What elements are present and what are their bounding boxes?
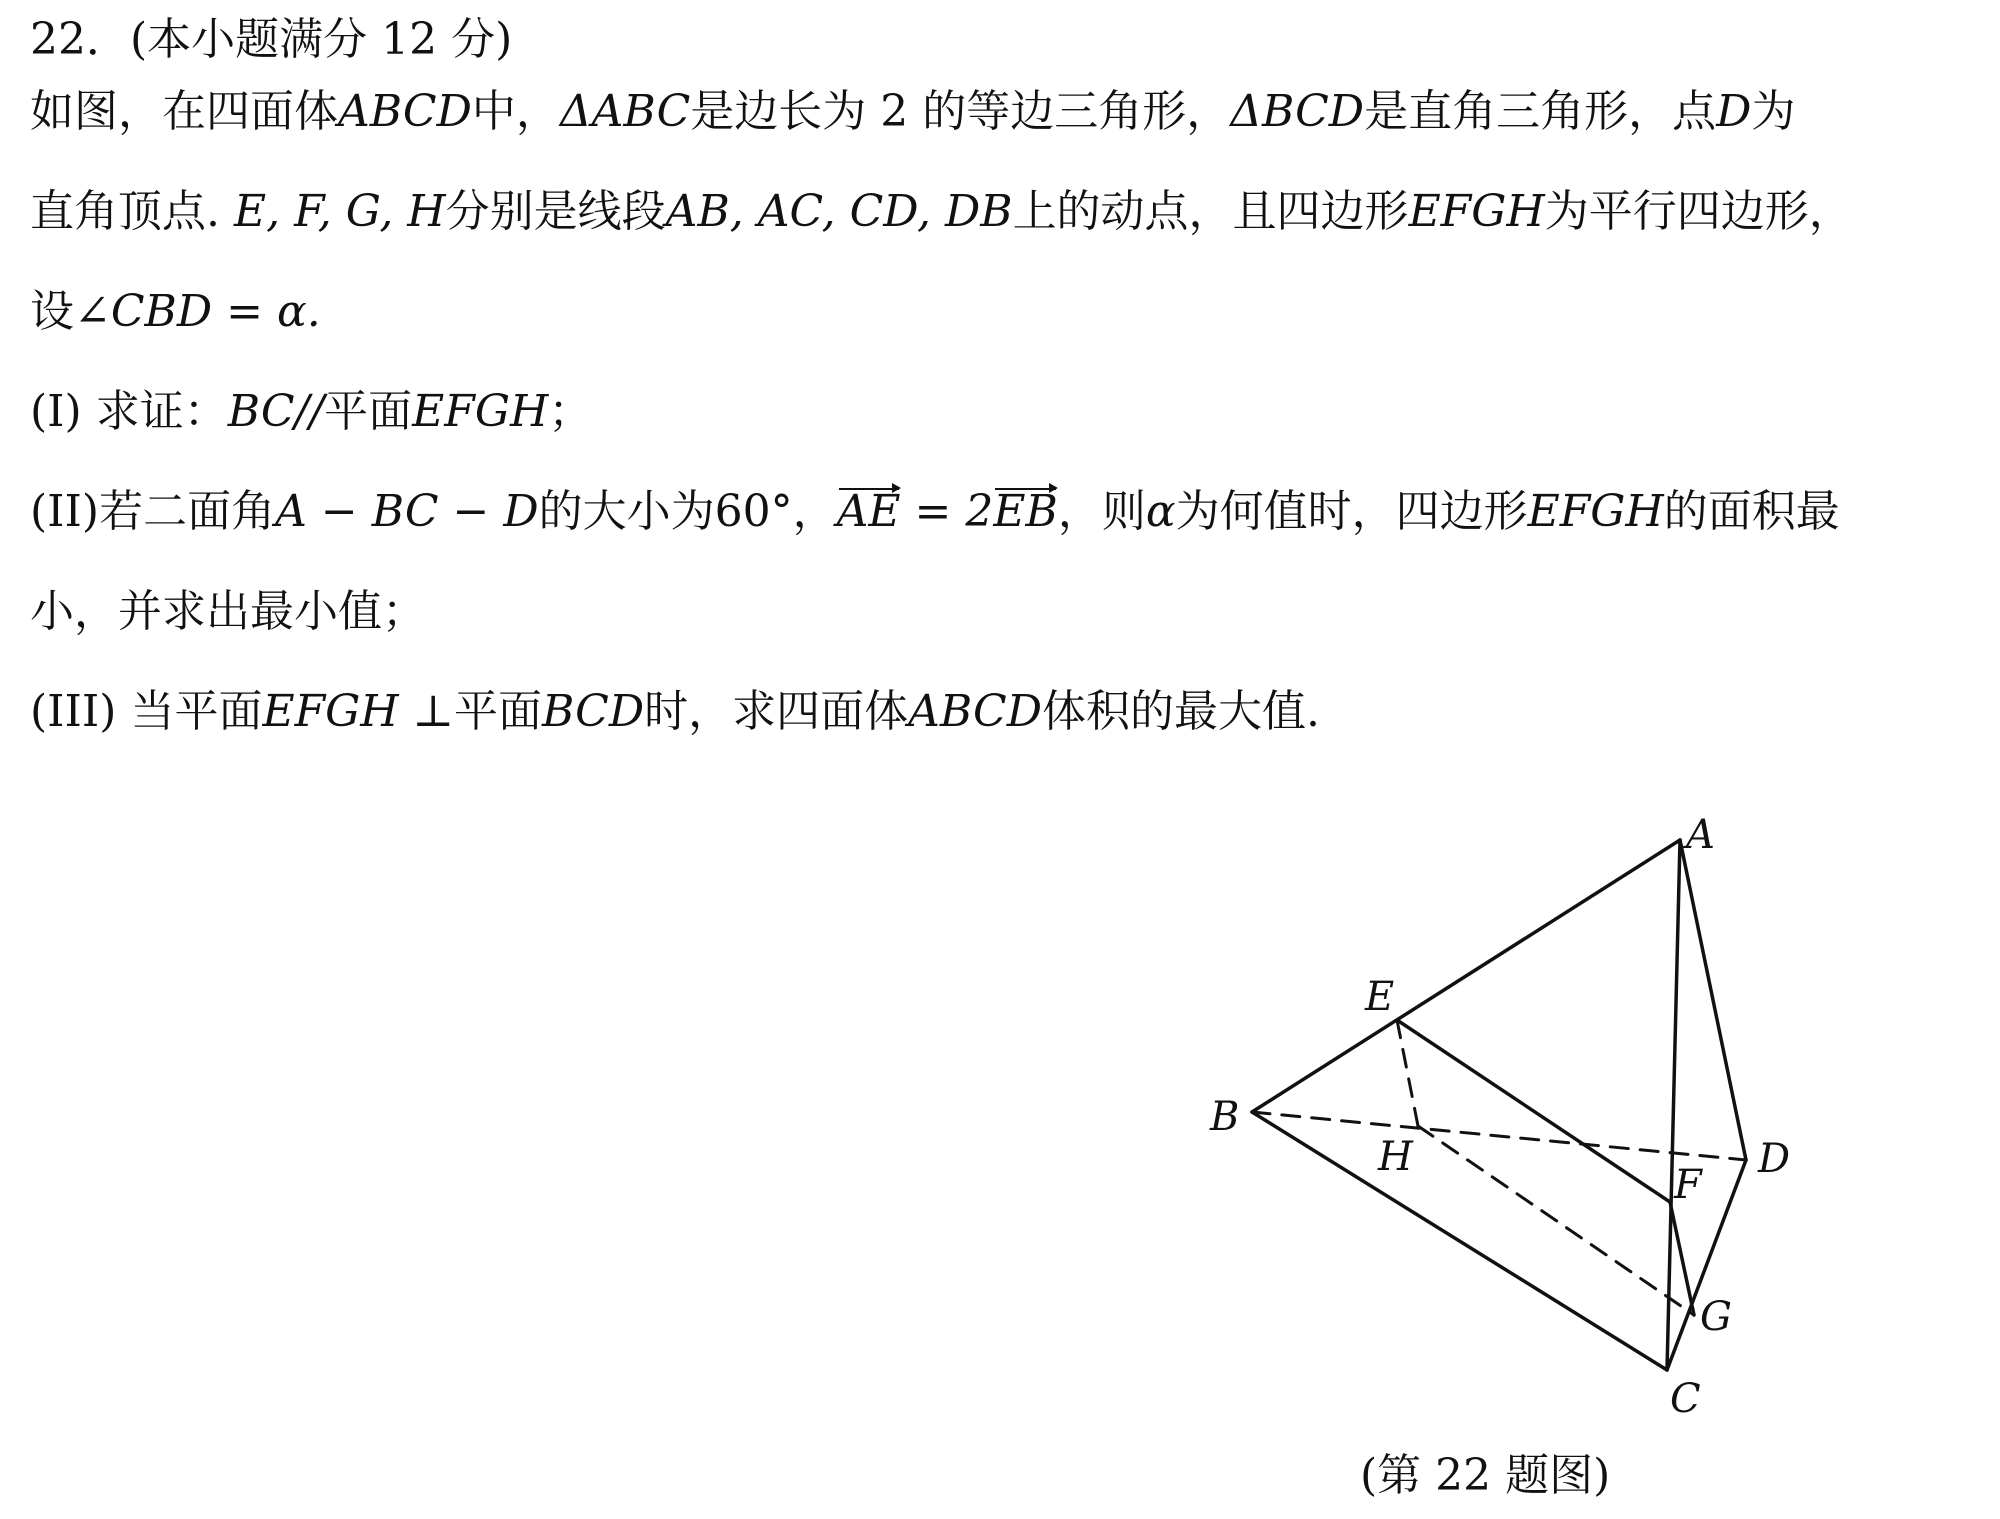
statement-line-2 (30, 184, 1853, 240)
statement-line-1 (30, 84, 1795, 140)
text-segment: 为何值时，四边形 (1175, 486, 1528, 537)
math-segment: E, F, G, H (234, 186, 446, 237)
problem-header (30, 12, 512, 68)
text-segment: 是直角三角形，点 (1364, 86, 1717, 137)
text-segment: 为 (1751, 86, 1796, 137)
text-segment: (I) 求证： (30, 386, 228, 437)
text-segment: 中， (471, 86, 560, 137)
math-segment: D (1716, 86, 1752, 137)
edge-ab (1252, 840, 1680, 1112)
text-segment: 是边长为 2 的等边三角形， (690, 86, 1231, 137)
segment-ef (1397, 1020, 1670, 1202)
math-segment: EFGH (412, 386, 549, 437)
edge-ac (1667, 840, 1680, 1370)
text-segment: 的面积最 (1663, 486, 1840, 537)
text-segment: 如图，在四面体 (30, 86, 338, 137)
text-segment: 平面 (324, 386, 413, 437)
math-segment: BCD (542, 686, 645, 737)
vertex-label-h: H (1378, 1134, 1413, 1180)
segment-hg-hidden (1418, 1126, 1694, 1315)
text-segment: ； (548, 386, 593, 437)
text-segment: 的大小为60°， (538, 486, 837, 537)
text-segment: 为平行四边形， (1544, 186, 1853, 237)
part-3 (30, 684, 1320, 740)
math-segment: ∠CBD = α. (74, 286, 321, 337)
math-segment: ΔABC (559, 86, 691, 137)
math-segment: α (1145, 486, 1176, 537)
vertex-label-f: F (1674, 1162, 1702, 1208)
math-segment: = 2 (900, 486, 994, 537)
text-segment: (III) 当平面 (30, 686, 263, 737)
math-segment: EFGH (1527, 486, 1664, 537)
math-segment: A − BC − D (275, 486, 539, 537)
math-segment: ABCD (908, 686, 1042, 737)
vector-ae: AE (837, 484, 901, 540)
text-segment: 设 (30, 286, 74, 337)
statement-line-3 (30, 284, 321, 340)
tetrahedron-diagram (1190, 810, 1830, 1430)
vertex-label-b: B (1210, 1094, 1240, 1140)
text-segment: (II)若二面角 (30, 486, 276, 537)
segment-fg (1670, 1202, 1694, 1315)
vertex-label-e: E (1365, 974, 1395, 1020)
part-2 (30, 484, 1840, 540)
text-segment: 上的动点，且四边形 (1012, 186, 1409, 237)
part-2-continued (30, 584, 426, 640)
vertex-label-d: D (1758, 1136, 1791, 1182)
text-segment: ，则 (1057, 486, 1146, 537)
math-segment: ΔBCD (1230, 86, 1365, 137)
text-segment: 直角顶点. (30, 186, 220, 237)
vector-eb: EB (993, 484, 1057, 540)
part-1 (30, 384, 592, 440)
text-segment: ⊥平面 (398, 686, 543, 737)
text-segment: 体积的最大值. (1041, 686, 1320, 737)
vertex-label-g: G (1700, 1294, 1732, 1340)
math-segment: ABCD (338, 86, 472, 137)
math-segment: AB, AC, CD, DB (665, 186, 1013, 237)
text-segment: 分别是线段 (445, 186, 666, 237)
figure-caption: (第 22 题图) (1360, 1450, 1611, 1501)
edge-bc (1252, 1112, 1667, 1370)
edge-ad (1680, 840, 1746, 1160)
math-segment: EFGH (262, 686, 399, 737)
text-segment: 小，并求出最小值； (30, 586, 426, 637)
vertex-label-a: A (1686, 812, 1715, 858)
problem-header-text: 22．(本小题满分 12 分) (30, 14, 513, 65)
math-segment: BC// (227, 386, 325, 437)
math-segment: EFGH (1408, 186, 1545, 237)
segment-eh-hidden (1397, 1020, 1418, 1126)
text-segment: 时，求四面体 (644, 686, 909, 737)
vertex-label-c: C (1670, 1376, 1701, 1422)
